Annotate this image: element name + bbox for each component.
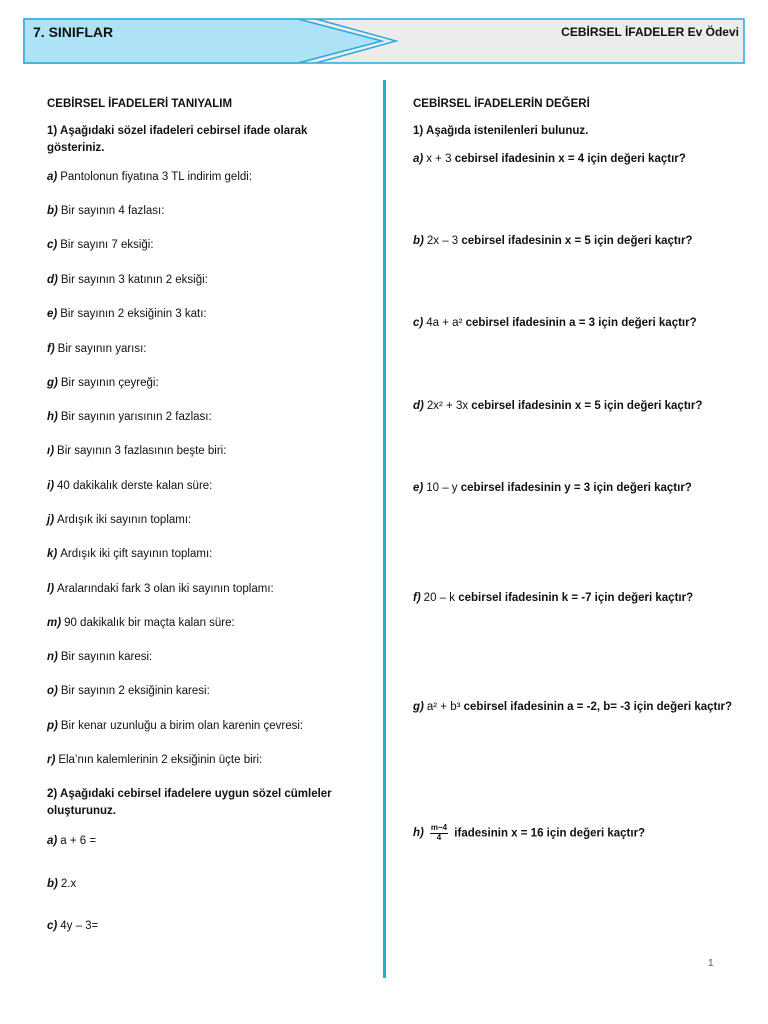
list-item bbox=[47, 169, 367, 186]
list-item bbox=[47, 375, 367, 392]
item-text: 40 dakikalık derste kalan süre: bbox=[57, 480, 213, 492]
item-label: p) bbox=[47, 720, 58, 732]
right-section-title: CEBİRSEL İFADELERİN DEĞERİ bbox=[413, 98, 590, 110]
item-label: l) bbox=[47, 583, 55, 595]
item-label: h) bbox=[413, 827, 424, 840]
item-text: Bir sayının yarısı: bbox=[57, 343, 147, 355]
item-expression: 10 – y bbox=[426, 482, 458, 494]
item-label: n) bbox=[47, 651, 58, 663]
item-label: c) bbox=[47, 920, 58, 932]
list-item bbox=[413, 480, 733, 497]
item-label: a) bbox=[47, 171, 58, 183]
item-label: g) bbox=[47, 377, 58, 389]
question-text: Aşağıda istenilenleri bulunuz. bbox=[426, 125, 589, 137]
item-text: Ardışık iki çift sayının toplamı: bbox=[60, 548, 213, 560]
item-text: cebirsel ifadesinin y = 3 için değeri kaçtır? bbox=[460, 482, 692, 494]
item-text: Ela’nın kalemlerinin 2 eksiğinin üçte biri: bbox=[58, 754, 263, 766]
question-number: 1) bbox=[47, 125, 58, 137]
list-item bbox=[47, 203, 367, 220]
item-text: cebirsel ifadesinin x = 5 için değeri kaçtır? bbox=[461, 235, 693, 247]
item-expression: a² + b³ bbox=[426, 701, 461, 713]
left-question-1 bbox=[47, 123, 367, 156]
item-text: cebirsel ifadesinin x = 4 için değeri kaçtır? bbox=[454, 153, 686, 165]
left-section-title: CEBİRSEL İFADELERİ TANIYALIM bbox=[47, 98, 233, 110]
item-text: Bir sayının 2 eksiğinin 3 katı: bbox=[60, 308, 207, 320]
item-label: j) bbox=[47, 514, 55, 526]
list-item bbox=[47, 341, 367, 358]
grade-title: 7. SINIFLAR bbox=[33, 24, 114, 40]
list-item bbox=[47, 649, 367, 666]
list-item bbox=[413, 151, 733, 168]
item-label: a) bbox=[413, 153, 424, 165]
list-item bbox=[47, 478, 367, 495]
item-text: 2.x bbox=[60, 878, 77, 890]
right-question-1 bbox=[413, 123, 733, 140]
item-text: cebirsel ifadesinin a = 3 için değeri kaçtır? bbox=[465, 317, 697, 329]
item-label: e) bbox=[413, 482, 424, 494]
item-text: Bir sayını 7 eksiği: bbox=[60, 239, 154, 251]
fraction-denominator: 4 bbox=[436, 832, 442, 842]
item-text: Bir sayının 3 katının 2 eksiği: bbox=[60, 274, 208, 286]
list-item bbox=[47, 443, 367, 460]
list-item bbox=[47, 546, 367, 563]
item-text: Bir sayının karesi: bbox=[60, 651, 153, 663]
list-item bbox=[47, 409, 367, 426]
item-expression: x + 3 bbox=[426, 153, 452, 165]
list-item bbox=[47, 718, 367, 735]
item-label: e) bbox=[47, 308, 58, 320]
item-label: m) bbox=[47, 617, 62, 629]
list-item bbox=[47, 683, 367, 700]
list-item bbox=[413, 233, 733, 250]
item-expression: 2x – 3 bbox=[426, 235, 459, 247]
item-text: a + 6 = bbox=[60, 835, 97, 847]
item-text: Bir sayının 3 fazlasının beşte biri: bbox=[57, 445, 227, 457]
list-item bbox=[413, 824, 733, 843]
item-label: f) bbox=[47, 343, 55, 355]
list-item bbox=[47, 306, 367, 323]
list-item bbox=[47, 752, 367, 769]
item-text: cebirsel ifadesinin a = -2, b= -3 için değeri kaçtır? bbox=[463, 701, 733, 713]
item-label: i) bbox=[47, 480, 55, 492]
item-text: Bir sayının yarısının 2 fazlası: bbox=[60, 411, 212, 423]
list-item bbox=[413, 699, 733, 716]
item-text: Pantolonun fiyatına 3 TL indirim geldi: bbox=[60, 171, 253, 183]
fraction bbox=[430, 824, 448, 843]
list-item bbox=[47, 581, 367, 598]
item-text: Ardışık iki sayının toplamı: bbox=[57, 514, 192, 526]
item-text: Bir sayının 4 fazlası: bbox=[60, 205, 165, 217]
column-divider bbox=[383, 80, 386, 978]
item-label: o) bbox=[47, 685, 58, 697]
item-text: Bir kenar uzunluğu a birim olan karenin çevresi: bbox=[60, 720, 304, 732]
item-text: Bir sayının çeyreği: bbox=[60, 377, 159, 389]
question-text: Aşağıdaki cebirsel ifadelere uygun sözel cümleler oluşturunuz. bbox=[47, 788, 332, 817]
header-banner bbox=[0, 0, 768, 80]
item-expression: 2x² + 3x bbox=[426, 400, 469, 412]
item-label: r) bbox=[47, 754, 56, 766]
item-label: k) bbox=[47, 548, 58, 560]
item-text: cebirsel ifadesinin x = 5 için değeri kaçtır? bbox=[471, 400, 703, 412]
item-label: d) bbox=[47, 274, 58, 286]
item-text: 4y – 3= bbox=[60, 920, 99, 932]
question-text: Aşağıdaki sözel ifadeleri cebirsel ifade olarak gösteriniz. bbox=[47, 125, 308, 154]
list-item bbox=[47, 615, 367, 632]
document-title: CEBİRSEL İFADELER Ev Ödevi bbox=[561, 25, 739, 39]
item-text: cebirsel ifadesinin k = -7 için değeri kaçtır? bbox=[458, 592, 694, 604]
item-text: Bir sayının 2 eksiğinin karesi: bbox=[60, 685, 210, 697]
item-expression: 20 – k bbox=[423, 592, 455, 604]
list-item bbox=[47, 272, 367, 289]
list-item bbox=[47, 237, 367, 254]
fraction-numerator: m−4 bbox=[430, 823, 448, 832]
list-item bbox=[47, 833, 367, 850]
item-label: c) bbox=[413, 317, 424, 329]
item-label: b) bbox=[47, 878, 58, 890]
header-shape bbox=[0, 0, 768, 80]
item-text: 90 dakikalık bir maçta kalan süre: bbox=[64, 617, 235, 629]
question-number: 1) bbox=[413, 125, 424, 137]
item-label: c) bbox=[47, 239, 58, 251]
item-label: d) bbox=[413, 400, 424, 412]
item-label: a) bbox=[47, 835, 58, 847]
item-label: ı) bbox=[47, 445, 55, 457]
item-label: b) bbox=[47, 205, 58, 217]
item-label: h) bbox=[47, 411, 58, 423]
item-label: f) bbox=[413, 592, 421, 604]
list-item bbox=[413, 398, 733, 415]
item-label: g) bbox=[413, 701, 424, 713]
list-item bbox=[47, 918, 367, 935]
question-number: 2) bbox=[47, 788, 58, 800]
list-item bbox=[47, 876, 367, 893]
item-text: Aralarındaki fark 3 olan iki sayının toplamı: bbox=[57, 583, 274, 595]
item-expression: 4a + a² bbox=[426, 317, 463, 329]
page-number: 1 bbox=[708, 958, 714, 969]
list-item bbox=[413, 315, 733, 332]
list-item bbox=[47, 512, 367, 529]
item-label: b) bbox=[413, 235, 424, 247]
left-question-2 bbox=[47, 786, 367, 819]
list-item bbox=[413, 590, 733, 607]
item-text: ifadesinin x = 16 için değeri kaçtır? bbox=[454, 827, 646, 840]
